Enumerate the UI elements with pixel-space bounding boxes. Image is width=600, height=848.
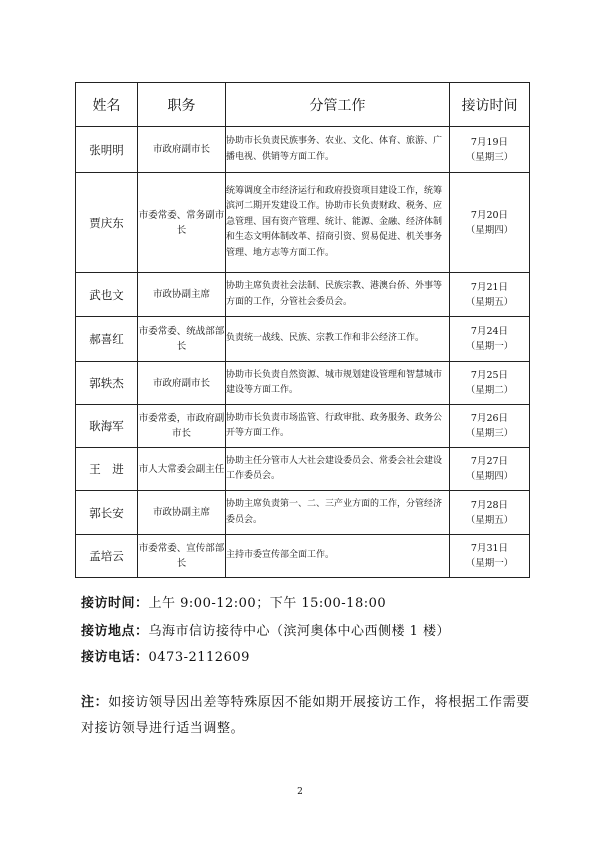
header-duties: 分管工作 [226, 83, 450, 127]
leader-duties: 协助市长负责市场监管、行政审批、政务服务、政务公开等方面工作。 [226, 405, 450, 448]
leader-position: 市政协副主席 [138, 273, 226, 317]
reception-weekday: （星期三） [465, 151, 514, 163]
note-label: 注： [81, 695, 109, 710]
reception-date: 7月24日 [470, 326, 509, 337]
leader-duties: 统筹调度全市经济运行和政府投资项目建设工作，统筹滨河二期开发建设工作。协助市长负责财政、税务、应急管理、国有资产管理、统计、能源、金融、经济体制和生态文明体制改革、招商引资、贸易促进、机关事务管理、地方志等方面工作。 [226, 173, 450, 273]
table-row [76, 273, 530, 317]
leader-name: 耿海军 [76, 405, 138, 448]
reception-place-value: 乌海市信访接待中心（滨河奥体中心西侧楼 1 楼） [148, 624, 451, 639]
note-text: 如接访领导因出差等特殊原因不能如期开展接访工作，将根据工作需要对接访领导进行适当调整。 [81, 695, 530, 736]
reception-weekday: （星期一） [465, 558, 514, 569]
reception-date-cell [450, 273, 530, 317]
table-row [76, 317, 530, 362]
reception-weekday: （星期三） [465, 428, 514, 439]
reception-date: 7月19日 [470, 136, 509, 148]
leader-position: 市政府副市长 [138, 127, 226, 173]
header-position: 职务 [138, 83, 226, 127]
reception-date-cell [450, 362, 530, 405]
reception-phone-value: 0473-2112609 [148, 650, 250, 665]
reception-time-value: 上午 9:00-12:00；下午 15:00-18:00 [148, 596, 387, 611]
reception-phone-line [81, 648, 250, 668]
reception-date: 7月21日 [470, 281, 509, 293]
reception-date-cell [450, 448, 530, 491]
reception-date-cell [450, 317, 530, 362]
reception-phone-label: 接访电话： [81, 650, 149, 665]
reception-date: 7月26日 [470, 413, 509, 424]
table-row [76, 173, 530, 273]
reception-schedule-table [75, 82, 530, 578]
leader-position: 市委常委、常务副市长 [138, 173, 226, 273]
leader-duties: 负责统一战线、民族、宗教工作和非公经济工作。 [226, 317, 450, 362]
reception-date-cell [450, 173, 530, 273]
reception-date-cell [450, 405, 530, 448]
reception-date: 7月28日 [470, 499, 509, 511]
reception-time-line [81, 594, 386, 614]
reception-time-label: 接访时间： [81, 596, 149, 611]
leader-duties: 协助市长负责自然资源、城市规划建设管理和智慧城市建设等方面工作。 [226, 362, 450, 405]
leader-position: 市政协副主席 [138, 491, 226, 535]
adjustment-note [81, 690, 531, 742]
header-name: 姓名 [76, 83, 138, 127]
leader-name: 郭轶杰 [76, 362, 138, 405]
reception-weekday: （星期四） [465, 471, 514, 482]
leader-duties: 协助主席负责第一、二、三产业方面的工作，分管经济委员会。 [226, 491, 450, 535]
leader-duties: 协助主席负责社会法制、民族宗教、港澳台侨、外事等方面的工作，分管社会委员会。 [226, 273, 450, 317]
reception-date: 7月27日 [470, 456, 509, 467]
leader-position: 市政府副市长 [138, 362, 226, 405]
reception-date: 7月20日 [470, 209, 509, 221]
reception-date-cell [450, 491, 530, 535]
table-row [76, 405, 530, 448]
leader-name: 武也文 [76, 273, 138, 317]
leader-name: 贾庆东 [76, 173, 138, 273]
header-reception-time: 接访时间 [450, 83, 530, 127]
table-header-row [76, 83, 530, 127]
leader-duties: 协助市长负责民族事务、农业、文化、体育、旅游、广播电视、供销等方面工作。 [226, 127, 450, 173]
reception-date: 7月25日 [470, 370, 509, 381]
reception-weekday: （星期五） [465, 296, 514, 308]
leader-position: 市委常委、统战部部长 [138, 317, 226, 362]
table-row [76, 362, 530, 405]
leader-name: 王 进 [76, 448, 138, 491]
reception-weekday: （星期五） [465, 514, 514, 526]
reception-place-line [81, 622, 450, 642]
leader-duties: 协助主任分管市人大社会建设委员会、常委会社会建设工作委员会。 [226, 448, 450, 491]
leader-name: 郭长安 [76, 491, 138, 535]
leader-position: 市委常委、宣传部部长 [138, 535, 226, 578]
reception-weekday: （星期二） [465, 385, 514, 396]
reception-date-cell [450, 127, 530, 173]
page-number: 2 [297, 787, 303, 797]
leader-position: 市委常委，市政府副市长 [138, 405, 226, 448]
leader-name: 张明明 [76, 127, 138, 173]
reception-weekday: （星期四） [465, 224, 514, 236]
table-row [76, 491, 530, 535]
table-row [76, 448, 530, 491]
reception-place-label: 接访地点： [81, 624, 149, 639]
reception-date: 7月31日 [470, 543, 509, 554]
table-row [76, 127, 530, 173]
leader-name: 孟培云 [76, 535, 138, 578]
reception-date-cell [450, 535, 530, 578]
reception-weekday: （星期一） [465, 341, 514, 352]
leader-position: 市人大常委会副主任 [138, 448, 226, 491]
leader-duties: 主持市委宣传部全面工作。 [226, 535, 450, 578]
leader-name: 郝喜红 [76, 317, 138, 362]
table-row [76, 535, 530, 578]
